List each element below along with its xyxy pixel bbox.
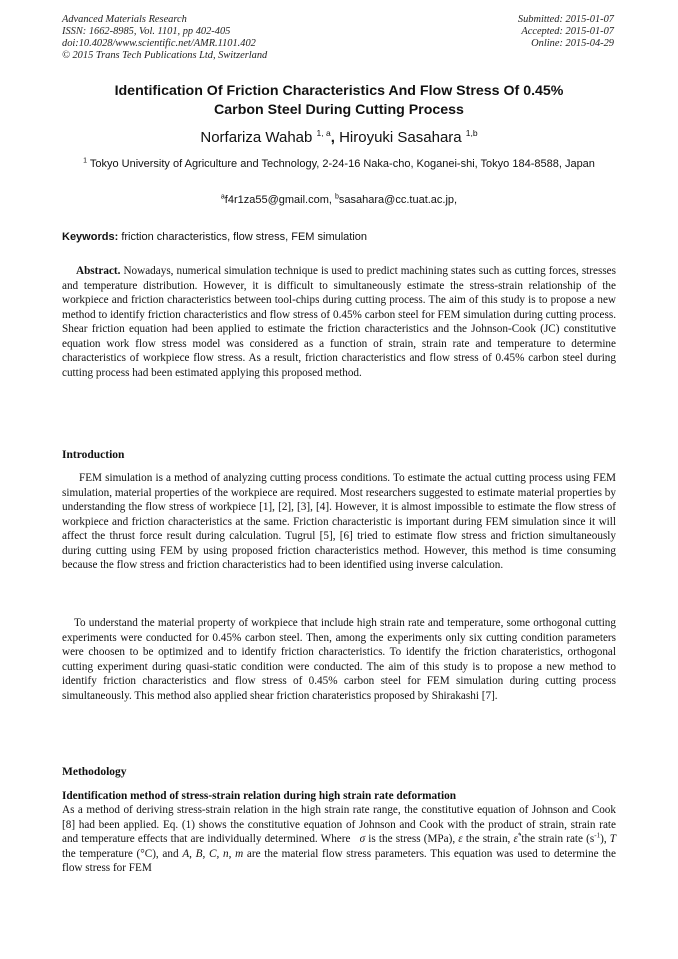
paragraph-text: are the material flow stress parameters. This equation was used to determine the flow stress for FEM xyxy=(62,847,616,875)
section-heading-methodology: Methodology xyxy=(62,766,127,778)
submitted-date: Submitted: 2015-01-07 xyxy=(517,14,614,25)
abstract xyxy=(62,264,616,380)
email-mark: a xyxy=(220,193,225,201)
affiliation xyxy=(62,157,616,171)
affiliation-text: Tokyo University of Agriculture and Technology, 2-24-16 Naka-cho, Koganei-shi, Tokyo 184-8588, Japan xyxy=(89,158,595,170)
online-date: Online: 2015-04-29 xyxy=(531,38,614,49)
journal-issn: ISSN: 1662-8985, Vol. 1101, pp 402-405 xyxy=(62,26,231,37)
email-link[interactable]: f4r1za55@gmail.com, xyxy=(224,194,332,206)
symbol-parameters: A, B, C, n, m xyxy=(182,847,244,860)
journal-copyright: © 2015 Trans Tech Publications Ltd, Switzerland xyxy=(62,50,268,61)
abstract-text: Nowadays, numerical simulation technique is used to predict machining states such as cutting forces, stresses and temperature distribution. However, it is difficult to simultaneously estimate the stress-strain relationship of the workpiece and friction characteristics between tool-chips during cutting process. The aim of this study is to propose a new method to identify friction characteristics and flow stress of 0.45% carbon steel for FEM simulation during cutting process. Shear friction equation had been applied to estimate the friction characteristics and the Johnson-Cook (JC) constitutive equation work flow stress model was considered as a function of strain, strain rate and temperature to determine characteristics of workpiece flow stress. As a result, friction characteristics and flow stress of 0.45% carbon steel during cutting process had been estimated applying this proposed method. xyxy=(62,265,616,379)
methodology-paragraph-1 xyxy=(62,803,616,876)
symbol-strain-rate: ε̇ xyxy=(513,833,518,846)
author-list xyxy=(40,129,638,147)
header-left xyxy=(62,14,267,62)
intro-paragraph-1 xyxy=(62,471,616,573)
email-mark: b xyxy=(335,193,339,201)
header-right xyxy=(518,14,614,50)
author-emails xyxy=(40,193,638,207)
intro-paragraph-2 xyxy=(62,616,616,703)
keywords-label: Keywords: xyxy=(62,231,119,243)
paragraph-text: the strain, xyxy=(462,833,514,846)
section-heading-introduction: Introduction xyxy=(62,449,125,461)
symbol-star: * xyxy=(517,831,522,840)
paragraph-text: To understand the material property of workpiece that include high strain rate and temperature, some orthogonal cutting experiments were conducted for 0.45% carbon steel. Then, among the experiments only six cutting condition parameters were choosen to be optimized and to identify friction characteristics. To identify the friction charateristics, orthogonal cutting experiment during quasi-static condition were conducted. The aim of this study is to propose a new method to identify friction characteristics and flow stress of 0.45% carbon steel for FEM simulation during cutting process simultaneously. This method also applied shear friction charateristics proposed by Shirakashi [7]. xyxy=(62,617,616,702)
journal-doi: doi:10.4028/www.scientific.net/AMR.1101.402 xyxy=(62,38,256,49)
paragraph-text: the temperature (°C), and xyxy=(62,847,183,860)
symbol-temperature: T xyxy=(609,833,617,846)
paper-title xyxy=(40,82,638,120)
paragraph-text: ), xyxy=(600,833,610,846)
author-separator: , xyxy=(330,129,335,146)
author-name: Norfariza Wahab xyxy=(200,129,313,146)
author-name: Hiroyuki Sasahara xyxy=(339,129,462,146)
abstract-label: Abstract. xyxy=(76,265,121,277)
subsection-heading: Identification method of stress-strain relation during high strain rate deformation xyxy=(62,790,457,802)
symbol-sigma: σ xyxy=(359,833,366,846)
paragraph-text: FEM simulation is a method of analyzing cutting process conditions. To estimate the actual cutting process using FEM simulation, material properties of the workpiece are required. Most researchers suggested to estimate material properties by understanding the flow stress of workpiece [1], [2], [3], [4]. However, it is almost impossible to estimate the flow stress of workpiece and friction characteristics at the same. Friction characteristic is important during FEM simulation since it will affect the thrust force result during calculation. Tugrul [5], [6] tried to estimate flow stress and friction simultaneously during cutting using FEM by using proposed friction characteristics method. However, this method is time consuming because the flow stress and friction characteristics had to been identified using inverse calculation. xyxy=(62,472,616,572)
paragraph-text: As a method of deriving stress-strain relation in the high strain rate range, the constitutive equation of Johnson and Cook [8] had been applied. Eq. (1) shows the constitutive equation of Johnson and Cook with the product of strain, strain rate and temperature effects that are individually determined. Where xyxy=(62,804,616,846)
paragraph-text: is the stress (MPa), xyxy=(365,833,459,846)
author-affiliation-mark: 1,b xyxy=(465,128,478,138)
affiliation-mark: 1 xyxy=(83,157,87,165)
author-affiliation-mark: 1, a xyxy=(316,128,331,138)
title-line-2: Carbon Steel During Cutting Process xyxy=(214,102,464,118)
symbol-epsilon: ε xyxy=(458,833,463,846)
accepted-date: Accepted: 2015-01-07 xyxy=(521,26,614,37)
keywords xyxy=(62,230,616,244)
paragraph-text: the strain rate (s xyxy=(521,833,595,846)
keywords-text: friction characteristics, flow stress, FEM simulation xyxy=(121,231,368,243)
title-line-1: Identification Of Friction Characteristics And Flow Stress Of 0.45% xyxy=(114,83,564,99)
journal-name: Advanced Materials Research xyxy=(62,14,187,25)
email-link[interactable]: sasahara@cc.tuat.ac.jp, xyxy=(338,194,458,206)
unit-exponent: -1 xyxy=(594,831,601,840)
